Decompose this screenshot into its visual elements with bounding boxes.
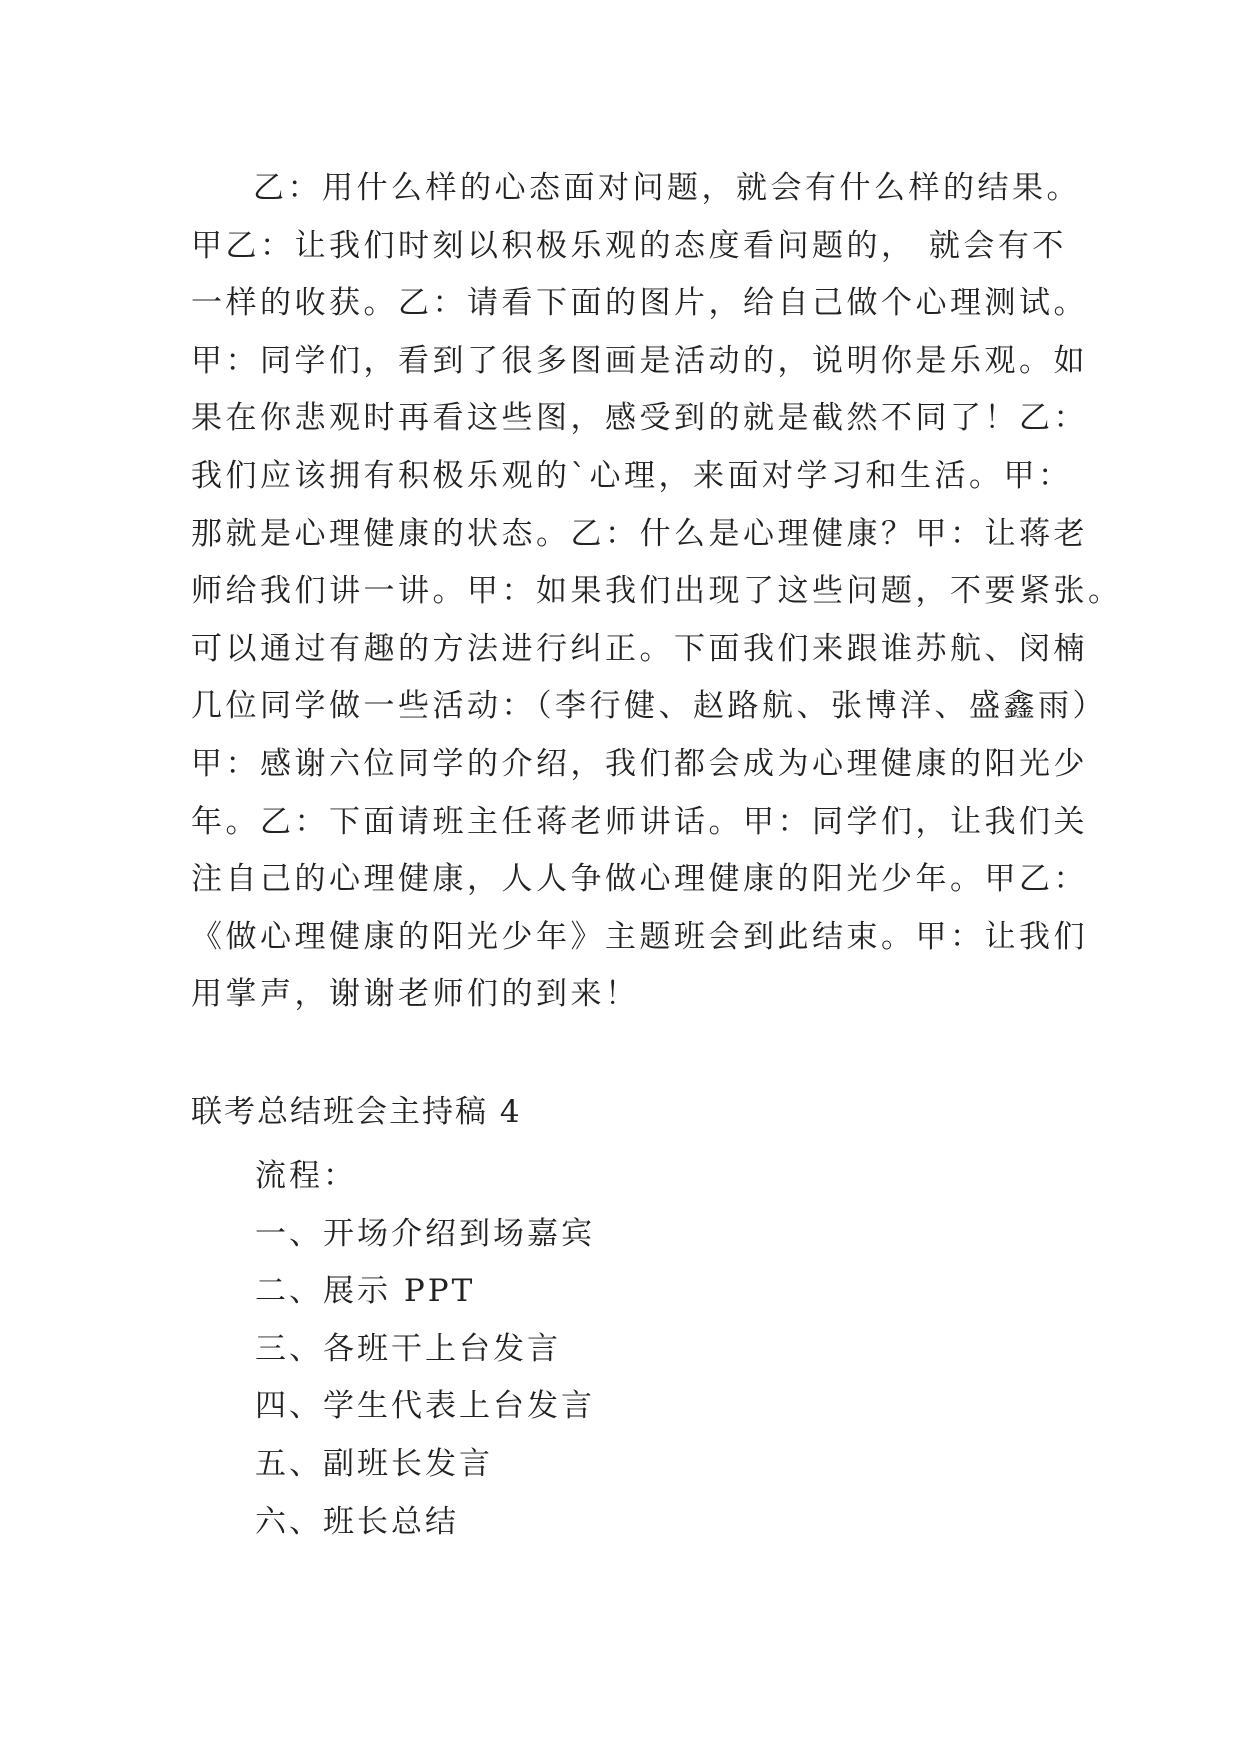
paragraph-line: 一样的收获。乙：请看下面的图片，给自己做个心理测试。 <box>191 285 1088 322</box>
paragraph-line: 甲乙：让我们时刻以积极乐观的态度看问题的， 就会有不 <box>191 227 1067 264</box>
flow-item: 一、开场介绍到场嘉宾 <box>255 1215 595 1252</box>
paragraph-line: 《做心理健康的阳光少年》主题班会到此结束。甲：让我们 <box>191 918 1088 955</box>
paragraph-line: 那就是心理健康的状态。乙：什么是心理健康？甲：让蒋老 <box>191 515 1088 552</box>
paragraph-line: 乙：用什么样的心态面对问题，就会有什么样的结果。 <box>253 170 1081 206</box>
paragraph-line: 甲：感谢六位同学的介绍，我们都会成为心理健康的阳光少 <box>191 745 1088 782</box>
paragraph-line: 用掌声，谢谢老师们的到来！ <box>191 976 640 1013</box>
paragraph-line: 师给我们讲一讲。甲：如果我们出现了这些问题，不要紧张。 <box>191 573 1123 610</box>
flow-item: 六、班长总结 <box>255 1503 459 1540</box>
flow-item: 四、学生代表上台发言 <box>255 1388 595 1425</box>
flow-list <box>255 1148 595 1551</box>
flow-item: 三、各班干上台发言 <box>255 1330 561 1367</box>
section-title: 联考总结班会主持稿 4 <box>191 1094 522 1130</box>
paragraph-line: 年。乙：下面请班主任蒋老师讲话。甲：同学们，让我们关 <box>191 803 1088 840</box>
paragraph-line: 可以通过有趣的方法进行纠正。下面我们来跟谁苏航、闵楠 <box>191 630 1088 667</box>
flow-item: 二、展示 PPT <box>255 1273 476 1310</box>
paragraph-line: 我们应该拥有积极乐观的`心理，来面对学习和生活。甲： <box>191 457 1073 494</box>
paragraph-line: 注自己的心理健康，人人争做心理健康的阳光少年。甲乙： <box>191 861 1088 898</box>
paragraph-line: 甲：同学们，看到了很多图画是活动的，说明你是乐观。如 <box>191 342 1088 379</box>
dialogue-paragraph <box>191 160 1123 1024</box>
flow-label: 流程： <box>255 1158 357 1194</box>
flow-item: 五、副班长发言 <box>255 1445 493 1482</box>
paragraph-line: 几位同学做一些活动：（李行健、赵路航、张博洋、盛鑫雨） <box>191 688 1107 725</box>
paragraph-line: 果在你悲观时再看这些图，感受到的就是截然不同了！乙： <box>191 400 1088 437</box>
